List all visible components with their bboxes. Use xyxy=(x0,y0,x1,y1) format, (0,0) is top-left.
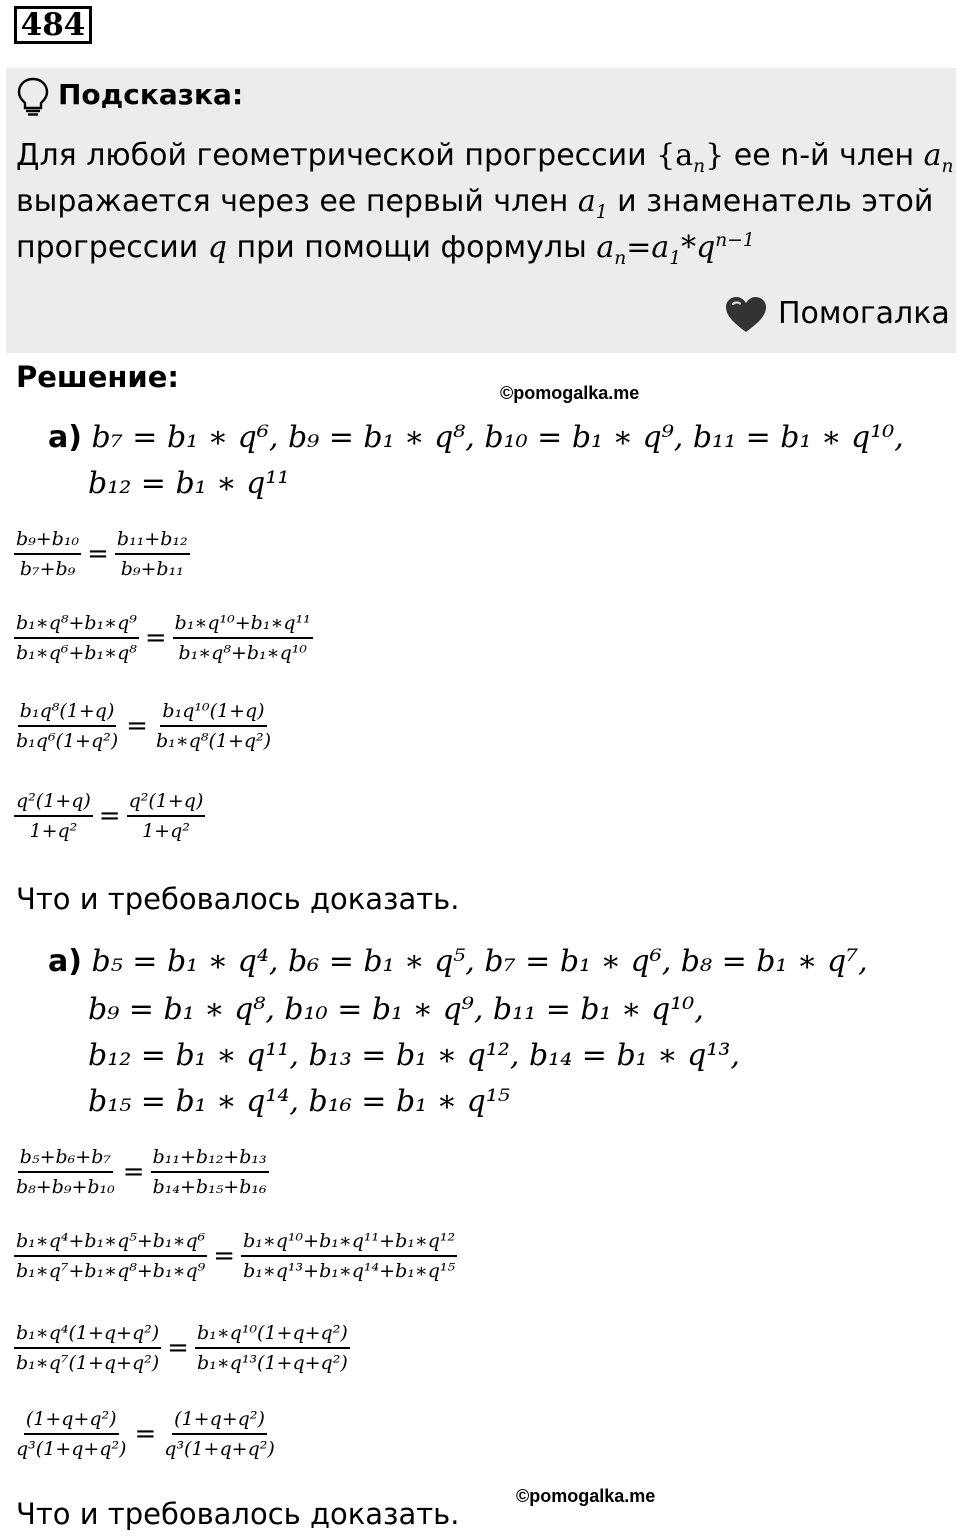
fraction: $\frac{\text{b₉+b₁₀}}{\text{b₇+b₉}}$ xyxy=(16,528,80,580)
fraction: $\frac{\text{b₁∗q⁴(1+q+q²)}}{\text{b₁∗q⁷(1+q+q²)}}$ xyxy=(16,1322,160,1374)
part2-line-4: b₁₅ = b₁ ∗ q¹⁴, b₁₆ = b₁ ∗ q¹⁵ xyxy=(88,1084,510,1119)
fraction: $\frac{\text{b₅+b₆+b₇}}{\text{b₈+b₉+b₁₀}}$ xyxy=(16,1146,115,1198)
part2-line-3: b₁₂ = b₁ ∗ q¹¹, b₁₃ = b₁ ∗ q¹², b₁₄ = b₁ ∗ q¹³, xyxy=(88,1038,740,1073)
fraction: $\frac{\text{(1+q+q²)}}{\text{q³(1+q+q²)}}$ xyxy=(16,1408,127,1460)
hint-line-2: выражается через ее первый член $a_1$ и знаменатель этой xyxy=(16,184,934,223)
fraction: $\frac{\text{b₁∗q¹⁰+b₁∗q¹¹}}{\text{b₁∗q⁸+b₁∗q¹⁰}}$ xyxy=(174,612,311,664)
part2-equation-3: $\frac{\text{b₁∗q⁴(1+q+q²)}}{\text{b₁∗q⁷(1+q+q²)}}$ = $\frac{\text{b₁∗q¹⁰(1+q+q²)}}{\text{b₁∗q¹³(1+q+q²)}}$ xyxy=(16,1322,348,1374)
part2-equation-4: $\frac{\text{(1+q+q²)}}{\text{q³(1+q+q²)}}$ = $\frac{\text{(1+q+q²)}}{\text{q³(1+q+q²)}}$ xyxy=(16,1408,275,1460)
hint-title: Подсказка: xyxy=(58,78,244,111)
part1-equation-2: $\frac{\text{b₁∗q⁸+b₁∗q⁹}}{\text{b₁∗q⁶+b₁∗q⁸}}$ = $\frac{\text{b₁∗q¹⁰+b₁∗q¹¹}}{\text{b₁∗q⁸+b₁∗q¹⁰}}$ xyxy=(16,612,311,664)
fraction: $\frac{\text{q²(1+q)}}{\text{1+q²}}$ xyxy=(128,790,204,842)
lightbulb-icon xyxy=(16,76,50,116)
fraction: $\frac{\text{q²(1+q)}}{\text{1+q²}}$ xyxy=(16,790,91,842)
part1-line-2: b₁₂ = b₁ ∗ q¹¹ xyxy=(88,466,290,501)
watermark-top: ©pomogalka.me xyxy=(500,383,640,403)
part1-equation-4: $\frac{\text{q²(1+q)}}{\text{1+q²}}$ = $\frac{\text{q²(1+q)}}{\text{1+q²}}$ xyxy=(16,790,204,842)
part2-line-1: а) b₅ = b₁ ∗ q⁴, b₆ = b₁ ∗ q⁵, b₇ = b₁ ∗ q⁶, b₈ = b₁ ∗ q⁷, xyxy=(48,944,868,979)
part2-equation-2: $\frac{\text{b₁∗q⁴+b₁∗q⁵+b₁∗q⁶}}{\text{b₁∗q⁷+b₁∗q⁸+b₁∗q⁹}}$ = $\frac{\text{b₁∗q¹⁰+b₁∗q¹¹+b₁∗q¹²}}{\text{b₁∗q¹³+b₁∗q¹⁴+b₁∗q¹⁵}}$ xyxy=(16,1230,456,1282)
fraction: $\frac{\text{b₁∗q⁴+b₁∗q⁵+b₁∗q⁶}}{\text{b₁∗q⁷+b₁∗q⁸+b₁∗q⁹}}$ xyxy=(16,1230,206,1282)
part1-line-1: а) b₇ = b₁ ∗ q⁶, b₉ = b₁ ∗ q⁸, b₁₀ = b₁ ∗ q⁹, b₁₁ = b₁ ∗ q¹⁰, xyxy=(48,420,904,455)
part1-conclusion: Что и требовалось доказать. xyxy=(16,882,460,916)
fraction: $\frac{\text{(1+q+q²)}}{\text{q³(1+q+q²)}}$ xyxy=(164,1408,275,1460)
part1-equation-1: $\frac{\text{b₉+b₁₀}}{\text{b₇+b₉}}$ = $\frac{\text{b₁₁+b₁₂}}{\text{b₉+b₁₁}}$ xyxy=(16,528,188,580)
fraction: $\frac{\text{b₁∗q⁸+b₁∗q⁹}}{\text{b₁∗q⁶+b₁∗q⁸}}$ xyxy=(16,612,137,664)
part2-equation-1: $\frac{\text{b₅+b₆+b₇}}{\text{b₈+b₉+b₁₀}}$ = $\frac{\text{b₁₁+b₁₂+b₁₃}}{\text{b₁₄+b₁₅+b₁₆}}$ xyxy=(16,1146,267,1198)
brand-label: Помогалка xyxy=(778,296,950,331)
part2-conclusion: Что и требовалось доказать. xyxy=(16,1497,460,1531)
solution-title: Решение: xyxy=(16,360,180,394)
fraction: $\frac{\text{b₁₁+b₁₂+b₁₃}}{\text{b₁₄+b₁₅+b₁₆}}$ xyxy=(152,1146,267,1198)
fraction: $\frac{\text{b₁₁+b₁₂}}{\text{b₉+b₁₁}}$ xyxy=(116,528,188,580)
problem-number: 484 xyxy=(14,6,92,44)
fraction: $\frac{\text{b₁∗q¹⁰(1+q+q²)}}{\text{b₁∗q¹³(1+q+q²)}}$ xyxy=(196,1322,348,1374)
fraction: $\frac{\text{b₁q⁸(1+q)}}{\text{b₁q⁶(1+q²)}}$ xyxy=(16,700,119,752)
watermark-bottom: ©pomogalka.me xyxy=(516,1486,656,1506)
fraction: $\frac{\text{b₁q¹⁰(1+q)}}{\text{b₁∗q⁸(1+q²)}}$ xyxy=(155,700,272,752)
hint-line-3: прогрессии q при помощи формулы $a_n=a_1*q^{n-1}$ xyxy=(16,230,755,269)
fraction: $\frac{\text{b₁∗q¹⁰+b₁∗q¹¹+b₁∗q¹²}}{\text{b₁∗q¹³+b₁∗q¹⁴+b₁∗q¹⁵}}$ xyxy=(243,1230,456,1282)
hint-line-1: Для любой геометрической прогрессии $\{a_n\}$ ее n-й член $a_n$ xyxy=(16,138,954,177)
part2-line-2: b₉ = b₁ ∗ q⁸, b₁₀ = b₁ ∗ q⁹, b₁₁ = b₁ ∗ q¹⁰, xyxy=(88,992,704,1027)
part1-equation-3: $\frac{\text{b₁q⁸(1+q)}}{\text{b₁q⁶(1+q²)}}$ = $\frac{\text{b₁q¹⁰(1+q)}}{\text{b₁∗q⁸(1+q²)}}$ xyxy=(16,700,272,752)
heart-icon xyxy=(724,296,768,334)
